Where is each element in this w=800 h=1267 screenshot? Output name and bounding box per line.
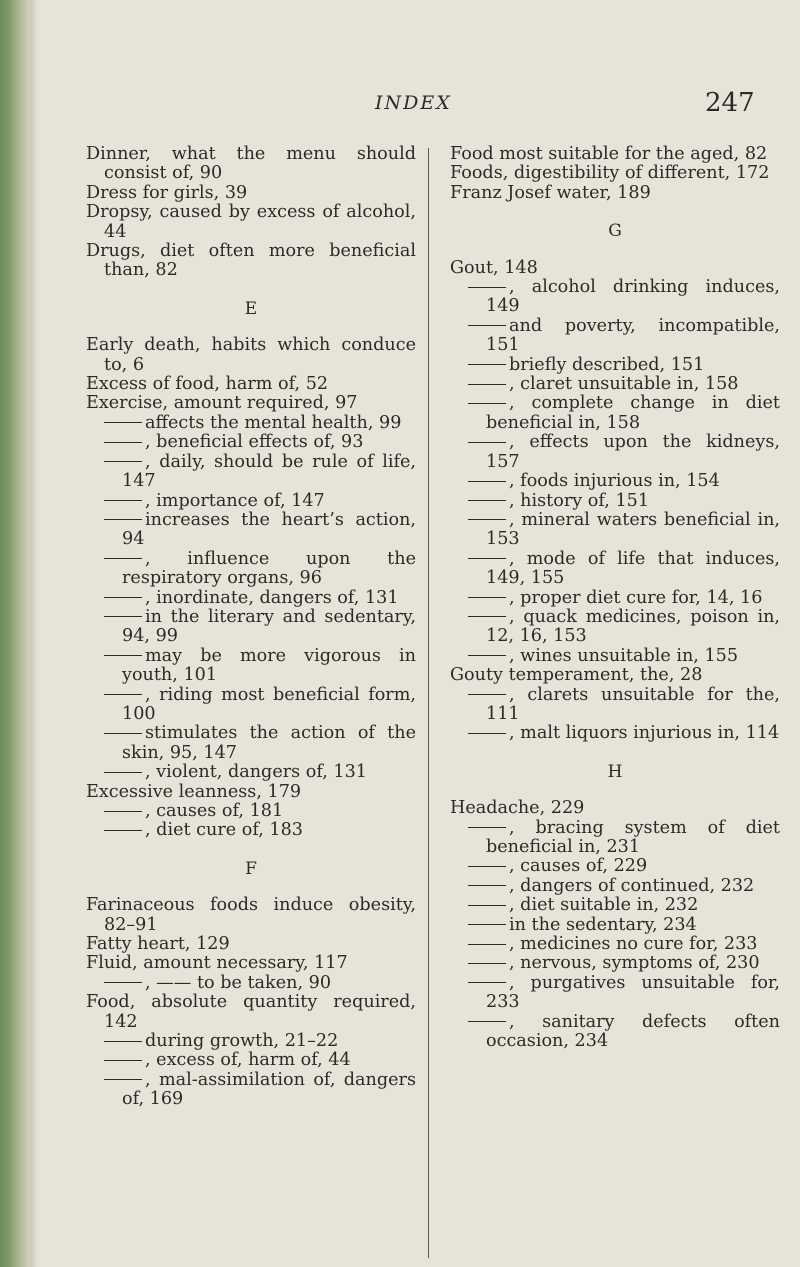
- index-entry: Franz Josef water, 189: [450, 182, 651, 203]
- index-subentry: [450, 492, 780, 511]
- entry-text: , nervous, symptoms of, 230: [509, 953, 760, 974]
- index-entry: [86, 375, 416, 394]
- ditto-dash: [104, 1060, 142, 1061]
- index-subentry: [86, 511, 416, 550]
- index-subentry: [86, 1071, 416, 1110]
- ditto-dash: [468, 694, 506, 695]
- index-section-h: [450, 799, 780, 1051]
- index-subentry: [450, 550, 780, 589]
- ditto-dash: [468, 519, 506, 520]
- ditto-dash: [104, 519, 142, 520]
- entry-text: Headache, 229: [450, 798, 585, 819]
- index-subentry: [450, 724, 780, 743]
- index-subentry: [86, 686, 416, 725]
- index-entry: [450, 799, 780, 818]
- ditto-dash: [468, 866, 506, 867]
- index-section-f-continued: [450, 145, 780, 203]
- ditto-dash: [468, 963, 506, 964]
- entry-text: , causes of, 181: [145, 801, 284, 821]
- ditto-dash: [468, 827, 506, 828]
- index-subentry: [86, 647, 416, 686]
- index-subentry: [86, 1032, 416, 1051]
- ditto-dash: [468, 982, 506, 983]
- entry-text: Exercise, amount required, 97: [86, 393, 358, 414]
- index-section-d: [86, 145, 416, 281]
- index-subentry: [86, 1051, 416, 1070]
- entry-text: , beneficial effects of, 93: [145, 432, 364, 453]
- ditto-dash: [468, 616, 506, 617]
- ditto-dash: [468, 364, 506, 365]
- index-subentry: [450, 511, 780, 550]
- book-spine-shadow: [0, 0, 30, 1267]
- ditto-dash: [104, 597, 142, 598]
- index-subentry: [450, 608, 780, 647]
- ditto-dash: [468, 558, 506, 559]
- ditto-dash: [468, 325, 506, 326]
- index-entry: [86, 394, 416, 413]
- index-subentry: [450, 896, 780, 915]
- entry-text: , medicines no cure for, 233: [509, 934, 758, 955]
- ditto-dash: [468, 1021, 506, 1022]
- index-subentry: [450, 954, 780, 973]
- ditto-dash: [104, 772, 142, 773]
- index-entry: [86, 954, 416, 973]
- entry-text: may be more vigorous in youth, 101: [122, 645, 416, 686]
- entry-text: , dangers of continued, 232: [509, 875, 755, 896]
- index-entry: Drugs, diet often more beneficial than, 82: [86, 241, 416, 281]
- ditto-dash: [468, 597, 506, 598]
- index-subentry: [450, 877, 780, 896]
- page-number: 247: [705, 88, 755, 118]
- index-entry: Foods, digestibility of different, 172: [450, 163, 770, 184]
- entry-text: , —— to be taken, 90: [145, 972, 332, 993]
- entry-text: stimulates the action of the skin, 95, 147: [122, 723, 416, 763]
- entry-text: in the sedentary, 234: [509, 914, 697, 935]
- index-subentry: [450, 375, 780, 394]
- entry-text: Excess of food, harm of, 52: [86, 374, 329, 395]
- index-subentry: [86, 802, 416, 821]
- ditto-dash: [104, 694, 142, 695]
- ditto-dash: [104, 982, 142, 983]
- index-section-f: [86, 896, 416, 1109]
- index-subentry: [450, 647, 780, 666]
- entry-text: , diet cure of, 183: [145, 820, 303, 841]
- entry-text: , riding most beneficial form, 100: [122, 684, 416, 724]
- ditto-dash: [468, 287, 506, 288]
- index-subentry: [86, 724, 416, 763]
- index-entry: [450, 259, 780, 278]
- ditto-dash: [104, 500, 142, 501]
- index-entry: [86, 336, 416, 375]
- ditto-dash: [468, 403, 506, 404]
- index-subentry: [86, 492, 416, 511]
- index-subentry: [450, 916, 780, 935]
- index-subentry: [450, 317, 780, 356]
- entry-text: , history of, 151: [509, 490, 650, 511]
- index-column-right: [450, 145, 780, 1051]
- entry-text: , causes of, 229: [509, 856, 648, 877]
- ditto-dash: [104, 616, 142, 617]
- entry-text: , bracing system of diet beneficial in, 231: [486, 817, 780, 857]
- index-subentry: [450, 433, 780, 472]
- index-subentry: [450, 589, 780, 608]
- index-column-left: [86, 145, 416, 1110]
- index-subentry: [86, 589, 416, 608]
- ditto-dash: [104, 1079, 142, 1080]
- ditto-dash: [468, 924, 506, 925]
- index-entry: Food most suitable for the aged, 82: [450, 144, 768, 164]
- entry-text: , daily, should be rule of life, 147: [122, 451, 416, 492]
- ditto-dash: [104, 1041, 142, 1042]
- ditto-dash: [104, 422, 142, 423]
- index-subentry: [450, 819, 780, 858]
- entry-text: affects the mental health, 99: [145, 412, 402, 433]
- ditto-dash: [468, 944, 506, 945]
- index-subentry: [86, 414, 416, 433]
- entry-text: Fatty heart, 129: [86, 934, 230, 955]
- page-header: [0, 88, 800, 128]
- entry-text: Gout, 148: [450, 257, 538, 278]
- index-subentry: [86, 453, 416, 492]
- entry-text: Fluid, amount necessary, 117: [86, 953, 348, 974]
- index-entry: Dress for girls, 39: [86, 182, 248, 203]
- entry-text: , mineral waters beneficial in, 153: [486, 509, 780, 550]
- entry-text: , violent, dangers of, 131: [145, 762, 368, 783]
- ditto-dash: [104, 733, 142, 734]
- index-entry: [86, 935, 416, 954]
- ditto-dash: [468, 442, 506, 443]
- entry-text: in the literary and sedentary, 94, 99: [122, 606, 416, 647]
- entry-text: Farinaceous foods induce obesity, 82–91: [86, 895, 416, 935]
- index-entry: Dinner, what the menu should consist of, 90: [86, 144, 416, 184]
- entry-text: , complete change in diet beneficial in, 158: [486, 393, 780, 433]
- index-subentry: [450, 394, 780, 433]
- entry-text: Gouty temperament, the, 28: [450, 665, 703, 686]
- entry-text: , quack medicines, poison in, 12, 16, 153: [486, 606, 780, 647]
- ditto-dash: [104, 830, 142, 831]
- entry-text: , influence upon the respiratory organs, 96: [122, 548, 416, 589]
- ditto-dash: [468, 905, 506, 906]
- entry-text: , effects upon the kidneys, 157: [486, 432, 780, 472]
- ditto-dash: [104, 558, 142, 559]
- index-subentry: [450, 278, 780, 317]
- entry-text: , wines unsuitable in, 155: [509, 645, 739, 666]
- entry-text: during growth, 21–22: [145, 1031, 339, 1052]
- index-entry: [86, 783, 416, 802]
- ditto-dash: [104, 442, 142, 443]
- entry-text: , clarets unsuitable for the, 111: [486, 684, 780, 724]
- entry-text: , alcohol drinking induces, 149: [486, 277, 780, 317]
- index-entry: [450, 666, 780, 685]
- index-section-e: [86, 336, 416, 841]
- running-head: INDEX: [375, 92, 452, 114]
- ditto-dash: [468, 481, 506, 482]
- index-subentry: [86, 433, 416, 452]
- entry-text: , mal-assimilation of, dangers of, 169: [122, 1069, 416, 1110]
- index-subentry: [450, 935, 780, 954]
- entry-text: , diet suitable in, 232: [509, 895, 699, 916]
- entry-text: , sanitary defects often occasion, 234: [486, 1011, 780, 1052]
- index-entry: [86, 993, 416, 1032]
- index-entry: Dropsy, caused by excess of alcohol, 44: [86, 202, 416, 242]
- index-subentry: [450, 356, 780, 375]
- index-subentry: [86, 974, 416, 993]
- entry-text: , importance of, 147: [145, 490, 325, 511]
- ditto-dash: [468, 655, 506, 656]
- entry-text: increases the heart’s action, 94: [122, 509, 416, 550]
- entry-text: , purgatives unsuitable for, 233: [486, 972, 780, 1013]
- index-subentry: [450, 686, 780, 725]
- index-subentry: [450, 974, 780, 1013]
- section-letter-h: H: [607, 761, 623, 782]
- entry-text: Early death, habits which conduce to, 6: [86, 335, 416, 375]
- entry-text: , proper diet cure for, 14, 16: [509, 587, 763, 608]
- entry-text: briefly described, 151: [509, 354, 705, 375]
- entry-text: Food, absolute quantity required, 142: [86, 992, 416, 1032]
- page-gutter: [30, 0, 38, 1267]
- entry-text: , excess of, harm of, 44: [145, 1050, 351, 1071]
- index-subentry: [450, 1013, 780, 1052]
- index-entry: [86, 896, 416, 935]
- index-subentry: [86, 821, 416, 840]
- entry-text: , foods injurious in, 154: [509, 471, 720, 492]
- section-letter-g: G: [608, 221, 622, 242]
- index-subentry: [86, 550, 416, 589]
- ditto-dash: [468, 733, 506, 734]
- ditto-dash: [468, 384, 506, 385]
- section-letter-e: E: [244, 298, 258, 319]
- index-subentry: [450, 857, 780, 876]
- entry-text: , malt liquors injurious in, 114: [509, 723, 780, 744]
- column-divider: [428, 148, 429, 1258]
- entry-text: Excessive leanness, 179: [86, 781, 302, 802]
- entry-text: and poverty, incompatible, 151: [486, 315, 780, 356]
- index-section-g: [450, 259, 780, 744]
- entry-text: , inordinate, dangers of, 131: [145, 587, 399, 608]
- entry-text: , claret unsuitable in, 158: [509, 374, 739, 395]
- index-subentry: [86, 608, 416, 647]
- ditto-dash: [104, 655, 142, 656]
- section-letter-f: F: [245, 858, 257, 879]
- ditto-dash: [104, 461, 142, 462]
- index-subentry: [450, 472, 780, 491]
- index-subentry: [86, 763, 416, 782]
- ditto-dash: [104, 811, 142, 812]
- ditto-dash: [468, 500, 506, 501]
- entry-text: , mode of life that induces, 149, 155: [486, 548, 780, 589]
- ditto-dash: [468, 885, 506, 886]
